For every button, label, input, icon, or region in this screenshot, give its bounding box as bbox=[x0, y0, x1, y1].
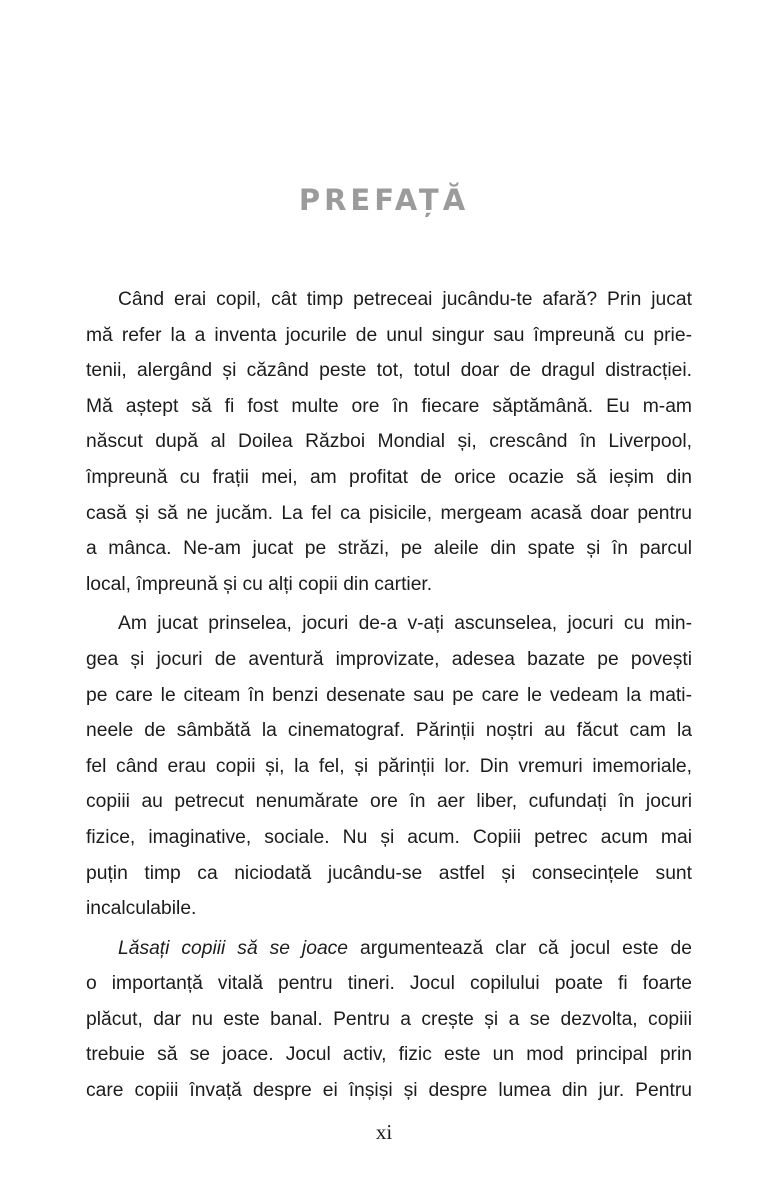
text-line: pe care le citeam în benzi desenate sau pe care le vedeam la mati- bbox=[86, 684, 692, 706]
text-line: o importanță vitală pentru tineri. Jocul copilului poate fi foarte bbox=[86, 973, 692, 995]
text-line: incalculabile. bbox=[86, 898, 197, 920]
text-line: casă și să ne jucăm. La fel ca pisicile, mergeam acasă doar pentru bbox=[86, 502, 692, 524]
text-line: mă refer la a inventa jocurile de unul singur sau împreună cu prie- bbox=[86, 324, 692, 346]
text-line: Când erai copil, cât timp petreceai jucându-te afară? Prin jucat bbox=[118, 289, 692, 310]
text-line: gea și jocuri de aventură improvizate, adesea bazate pe povești bbox=[86, 648, 692, 670]
book-title-italic: Lăsați copiii să se joace bbox=[118, 937, 349, 959]
text-line-rest: argumentează clar că jocul este de bbox=[348, 937, 692, 959]
text-line: Mă aștept să fi fost multe ore în fiecare săptămână. Eu m-am bbox=[86, 395, 692, 417]
text-line: neele de sâmbătă la cinematograf. Părinții noștri au făcut cam la bbox=[86, 720, 692, 742]
body-text bbox=[86, 282, 692, 1109]
text-line: puțin timp ca niciodată jucându-se astfel și consecințele sunt bbox=[86, 862, 692, 884]
text-line: copiii au petrecut nenumărate ore în aer liber, cufundați în jocuri bbox=[86, 791, 692, 813]
text-line bbox=[86, 931, 692, 967]
paragraph-2 bbox=[86, 606, 692, 926]
paragraph-3 bbox=[86, 931, 692, 1109]
text-line: care copiii învață despre ei înșiși și despre lumea din jur. Pentru bbox=[86, 1080, 692, 1102]
text-line: fizice, imaginative, sociale. Nu și acum. Copiii petrec acum mai bbox=[86, 826, 692, 848]
text-line: Am jucat prinselea, jocuri de-a v-ați ascunselea, jocuri cu min- bbox=[118, 613, 692, 635]
page-number: xi bbox=[375, 1120, 393, 1144]
text-line: plăcut, dar nu este banal. Pentru a crește și a se dezvolta, copiii bbox=[86, 1008, 692, 1030]
text-line: născut după al Doilea Război Mondial și, crescând în Liverpool, bbox=[86, 431, 692, 453]
paragraph-1 bbox=[86, 282, 692, 602]
text-line: a mânca. Ne-am jucat pe străzi, pe aleile din spate și în parcul bbox=[86, 538, 692, 560]
text-line: fel când erau copii și, la fel, și părinții lor. Din vremuri imemoriale, bbox=[86, 755, 692, 777]
text-line: local, împreună și cu alți copii din cartier. bbox=[86, 573, 433, 595]
text-line: împreună cu frații mei, am profitat de orice ocazie să ieșim din bbox=[86, 466, 692, 488]
chapter-title: PREFAȚĂ bbox=[298, 183, 470, 217]
text-line: tenii, alergând și căzând peste tot, totul doar de dragul distracției. bbox=[86, 360, 692, 382]
text-line: trebuie să se joace. Jocul activ, fizic este un mod principal prin bbox=[86, 1044, 692, 1066]
